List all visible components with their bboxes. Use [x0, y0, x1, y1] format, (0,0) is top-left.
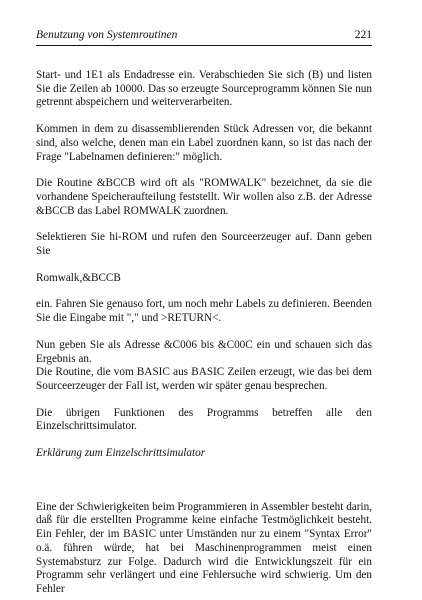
section-subheading: Erklärung zum Einzelschrittsimulator	[36, 447, 206, 460]
page-number: 221	[354, 29, 372, 41]
running-header	[36, 29, 372, 46]
header-title: Benutzung von Systemroutinen	[36, 29, 178, 41]
paragraph-basic-routine: Die Routine, die vom BASIC aus BASIC Zeilen erzeugt, wie das bei dem Sourceerzeuger der Fall ist, werden wir später genau besprechen.	[36, 366, 372, 392]
paragraph-label-definition: Kommen in dem zu disassemblierenden Stück Adressen vor, die bekannt sind, also welche, denen man ein Label zuordnen kann, so ist das nach der Frage "Labelnamen definieren:" möglich.	[36, 123, 372, 163]
page-body	[36, 69, 372, 600]
paragraph-address-input: Nun geben Sie als Adresse &C006 bis &C00C ein und schauen sich das Ergebnis an.	[36, 338, 372, 365]
paragraph-select-hirom: Selektieren Sie hi-ROM und rufen den Sourceerzeuger auf. Dann geben Sie	[36, 231, 372, 258]
paragraph-more-labels: ein. Fahren Sie genauso fort, um noch mehr Labels zu definieren. Beenden Sie die Eingabe mit "," und >RETURN<.	[36, 298, 372, 325]
code-example-romwalk: Romwalk,&BCCB	[36, 271, 121, 284]
paragraph-remaining-functions: Die übrigen Funktionen des Programms betreffen alle den Einzelschrittsimulator.	[36, 406, 372, 433]
paragraph-assembler-difficulties: Eine der Schwierigkeiten beim Programmieren in Assembler besteht darin, daß für die erstellten Programme keine einfache Testmöglichkeit besteht. Ein Fehler, der im BASIC unter Umständen nur zu einem "Syntax Error" o.ä. führen würde, hat bei Maschinenprogrammen meist einen Systemabsturz zur Folge. Dadurch wird die Entwicklungszeit für ein Programm sehr verlängert und eine Fehlersuche wird schwierig. Um den Fehler	[36, 500, 372, 595]
paragraph-romwalk: Die Routine &BCCB wird oft als "ROMWALK" bezeichnet, da sie die vorhandene Speicheraufteilung feststellt. Wir wollen also z.B. der Adresse &BCCB das Label ROMWALK zuordnen.	[36, 177, 372, 217]
paragraph-source-output: Start- und 1E1 als Endadresse ein. Verabschieden Sie sich (B) und listen Sie die Zeilen ab 10000. Das so erzeugte Sourceprogramm können Sie nun getrennt abspeichern und weiterverarbeiten.	[36, 69, 372, 109]
